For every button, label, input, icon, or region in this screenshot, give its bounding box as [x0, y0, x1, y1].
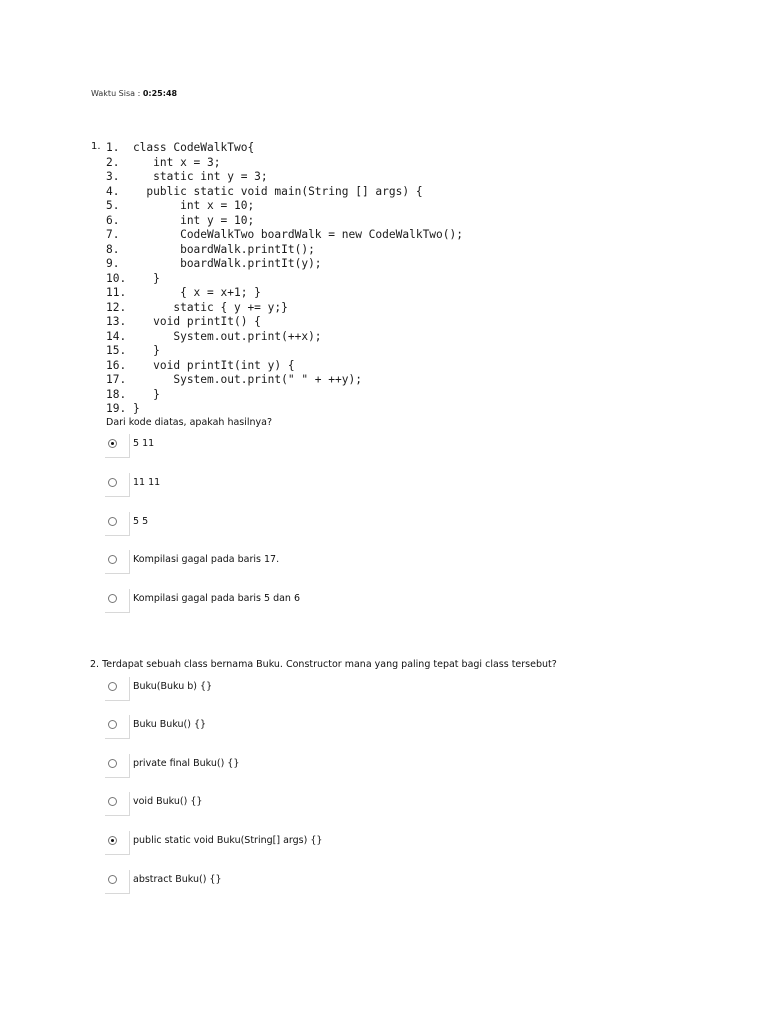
code-line: 10. }	[106, 271, 160, 285]
code-line: 19. }	[106, 402, 140, 415]
code-line: 11. { x = x+1; }	[106, 286, 261, 299]
radio-unchecked-icon[interactable]	[108, 759, 117, 768]
radio-unchecked-icon[interactable]	[108, 682, 117, 691]
code-line: 14. System.out.print(++x);	[106, 329, 322, 343]
code-line: 16. void printIt(int y) {	[106, 358, 295, 372]
code-line: 4. public static void main(String [] args) {	[106, 184, 423, 198]
option-cell	[105, 550, 130, 574]
q2-option-3[interactable]	[105, 754, 525, 778]
code-line: 3. static int y = 3;	[106, 170, 268, 183]
option-cell	[105, 754, 130, 778]
option-label: Buku Buku() {}	[133, 719, 207, 730]
radio-unchecked-icon[interactable]	[108, 478, 117, 487]
q2-option-6[interactable]	[105, 870, 525, 894]
code-line: 2. int x = 3;	[106, 155, 221, 169]
option-cell	[105, 870, 130, 894]
option-label: private final Buku() {}	[133, 758, 240, 769]
option-label: Kompilasi gagal pada baris 5 dan 6	[133, 593, 301, 604]
option-label: abstract Buku() {}	[133, 874, 222, 885]
radio-checked-icon[interactable]	[108, 439, 117, 448]
q1-option-1[interactable]	[105, 434, 525, 458]
q2-option-5[interactable]	[105, 831, 525, 855]
option-label: public static void Buku(String[] args) {}	[133, 835, 323, 846]
radio-unchecked-icon[interactable]	[108, 517, 117, 526]
question-2-text: 2. Terdapat sebuah class bernama Buku. Constructor mana yang paling tepat bagi class tersebut?	[90, 659, 557, 670]
radio-unchecked-icon[interactable]	[108, 797, 117, 806]
option-cell	[105, 715, 130, 739]
option-cell	[105, 434, 130, 458]
code-line: 18. }	[106, 387, 160, 401]
code-line: 9. boardWalk.printIt(y);	[106, 257, 322, 270]
code-line: 7. CodeWalkTwo boardWalk = new CodeWalkTwo();	[106, 228, 463, 241]
radio-unchecked-icon[interactable]	[108, 875, 117, 884]
code-line: 13. void printIt() {	[106, 315, 261, 328]
option-label: void Buku() {}	[133, 796, 203, 807]
option-cell	[105, 831, 130, 855]
option-cell	[105, 677, 130, 701]
option-label: 11 11	[133, 477, 161, 488]
q2-option-4[interactable]	[105, 792, 525, 816]
q1-option-4[interactable]	[105, 550, 525, 574]
code-line: 1. class CodeWalkTwo{	[106, 141, 255, 154]
time-remaining-value: 0:25:48	[142, 89, 178, 98]
option-cell	[105, 473, 130, 497]
code-line: 17. System.out.print(" " + ++y);	[106, 373, 362, 386]
code-line: 15. }	[106, 344, 160, 357]
code-line: 12. static { y += y;}	[106, 300, 288, 314]
option-cell	[105, 792, 130, 816]
q2-option-1[interactable]	[105, 677, 525, 701]
time-remaining	[91, 89, 177, 98]
radio-unchecked-icon[interactable]	[108, 720, 117, 729]
code-line: 5. int x = 10;	[106, 199, 255, 212]
option-label: 5 5	[133, 516, 149, 527]
option-label: 5 11	[133, 438, 155, 449]
code-line: 6. int y = 10;	[106, 213, 255, 227]
option-cell	[105, 589, 130, 613]
radio-unchecked-icon[interactable]	[108, 555, 117, 564]
time-remaining-label: Waktu Sisa :	[91, 89, 143, 98]
q2-option-2[interactable]	[105, 715, 525, 739]
code-line: 8. boardWalk.printIt();	[106, 242, 315, 256]
option-cell	[105, 512, 130, 536]
radio-unchecked-icon[interactable]	[108, 594, 117, 603]
question-1-number: 1.	[91, 141, 101, 152]
question-1-prompt: Dari kode diatas, apakah hasilnya?	[106, 417, 273, 428]
q1-option-2[interactable]	[105, 473, 525, 497]
q1-option-3[interactable]	[105, 512, 525, 536]
q1-option-5[interactable]	[105, 589, 525, 613]
question-1-code-block	[106, 141, 463, 417]
radio-checked-icon[interactable]	[108, 836, 117, 845]
option-label: Buku(Buku b) {}	[133, 681, 213, 692]
option-label: Kompilasi gagal pada baris 17.	[133, 554, 280, 565]
